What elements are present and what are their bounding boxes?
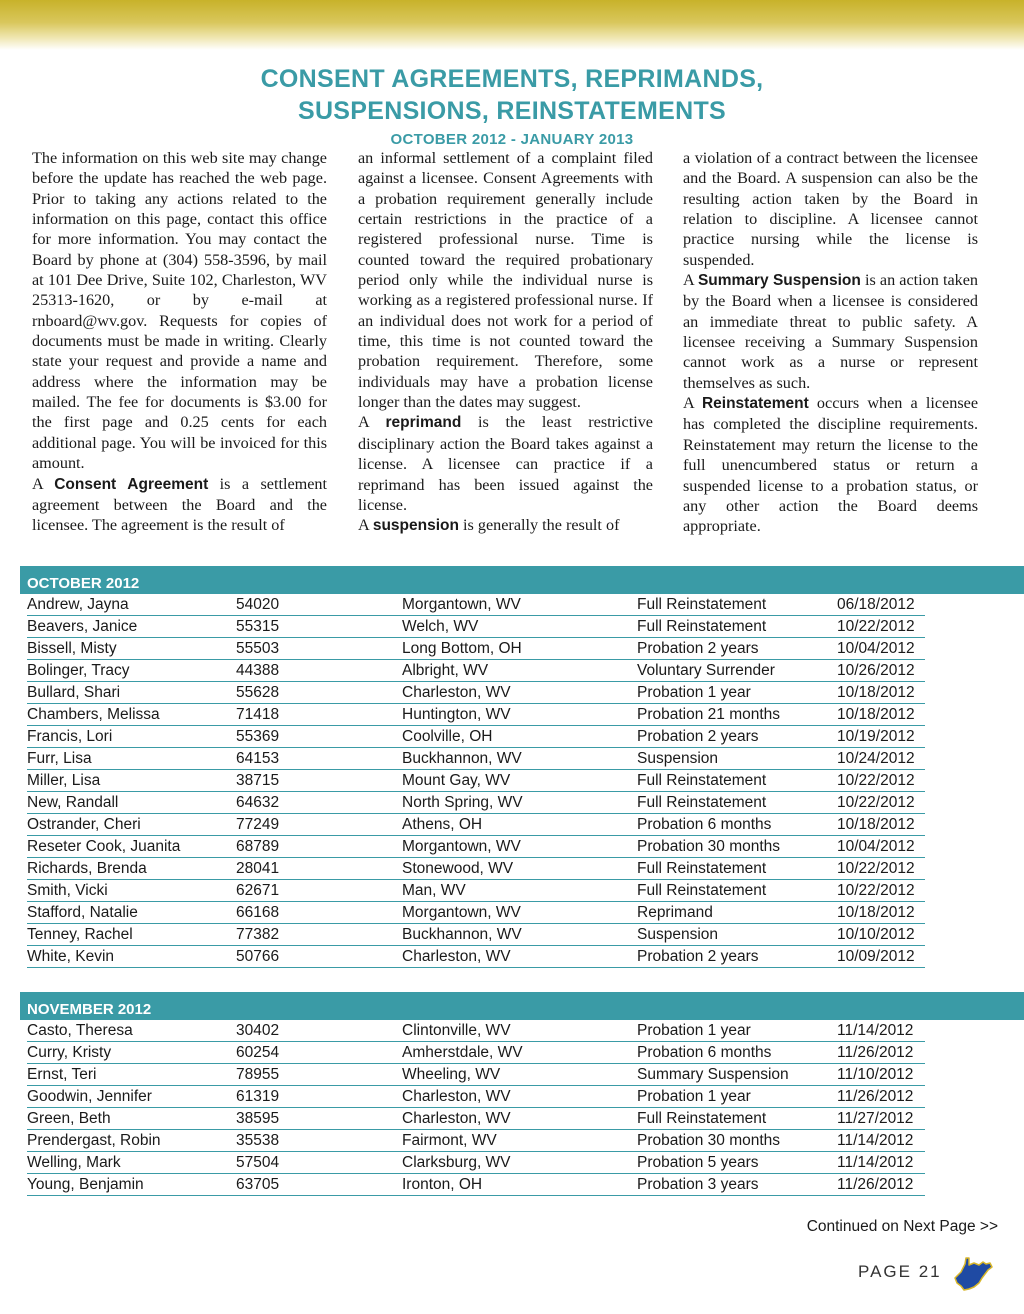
action-date: 10/04/2012 bbox=[837, 838, 915, 855]
licensee-name: Casto, Theresa bbox=[27, 1022, 133, 1039]
license-number: 61319 bbox=[236, 1088, 280, 1105]
page-title-line-1: CONSENT AGREEMENTS, REPRIMANDS, bbox=[260, 65, 764, 93]
table-row bbox=[27, 660, 925, 682]
action-date: 10/18/2012 bbox=[837, 706, 915, 723]
action-date: 11/14/2012 bbox=[837, 1132, 914, 1149]
november-table bbox=[27, 1020, 925, 1196]
table-row bbox=[27, 704, 925, 726]
board-action: Probation 2 years bbox=[637, 728, 759, 745]
suspension-paragraph: A suspension is generally the result of bbox=[358, 516, 620, 535]
action-date: 10/09/2012 bbox=[837, 948, 915, 965]
licensee-name: Goodwin, Jennifer bbox=[27, 1088, 152, 1105]
board-action: Full Reinstatement bbox=[637, 596, 767, 613]
board-action: Probation 21 months bbox=[637, 706, 781, 723]
license-number: 55315 bbox=[236, 618, 280, 635]
board-action: Full Reinstatement bbox=[637, 882, 767, 899]
license-number: 60254 bbox=[236, 1044, 280, 1061]
licensee-name: Ernst, Teri bbox=[27, 1066, 97, 1083]
page-title-line-2: SUSPENSIONS, REINSTATEMENTS bbox=[297, 97, 727, 125]
board-action: Probation 6 months bbox=[637, 816, 772, 833]
license-number: 38595 bbox=[236, 1110, 280, 1127]
table-row bbox=[27, 858, 925, 880]
table-row bbox=[27, 1108, 925, 1130]
action-date: 10/19/2012 bbox=[837, 728, 915, 745]
license-number: 64153 bbox=[236, 750, 280, 767]
licensee-location: Amherstdale, WV bbox=[402, 1044, 523, 1061]
licensee-location: Charleston, WV bbox=[402, 948, 511, 965]
licensee-location: Stonewood, WV bbox=[402, 860, 514, 877]
board-action: Full Reinstatement bbox=[637, 618, 767, 635]
table-row bbox=[27, 880, 925, 902]
reinstatement-term: Reinstatement bbox=[701, 395, 809, 413]
table-row bbox=[27, 1086, 925, 1108]
licensee-location: Charleston, WV bbox=[402, 1088, 511, 1105]
licensee-location: Charleston, WV bbox=[402, 1110, 511, 1127]
month-header-november: NOVEMBER 2012 bbox=[20, 992, 1024, 1020]
board-action: Probation 6 months bbox=[637, 1044, 772, 1061]
table-row bbox=[27, 594, 925, 616]
licensee-name: Welling, Mark bbox=[27, 1154, 121, 1171]
table-row bbox=[27, 902, 925, 924]
board-action: Suspension bbox=[637, 926, 719, 943]
action-date: 11/10/2012 bbox=[837, 1066, 914, 1083]
license-number: 57504 bbox=[236, 1154, 280, 1171]
licensee-location: Clintonville, WV bbox=[402, 1022, 511, 1039]
table-row bbox=[27, 1152, 925, 1174]
table-row bbox=[27, 1174, 925, 1196]
licensee-name: Ostrander, Cheri bbox=[27, 816, 141, 833]
consent-agreement-paragraph: A Consent Agreement is a settlement agreement between the Board and the licensee. The agreement is the result of bbox=[32, 474, 327, 535]
license-number: 54020 bbox=[236, 596, 280, 613]
licensee-name: Miller, Lisa bbox=[27, 772, 101, 789]
licensee-name: Reseter Cook, Juanita bbox=[27, 838, 181, 855]
table-row bbox=[27, 1042, 925, 1064]
consent-agreement-cont-paragraph: an informal settlement of a complaint filed against a licensee. Consent Agreements with a probation requirement generally include certain restrictions in the practice of a registered professional nurse. Time is counted toward the required probationary period only while the individual nurse is working as a registered professional nurse. If an individual does not work for a period of time, this time is not counted toward the probation requirement. Therefore, some individuals may have a probation license longer than the dates may suggest. bbox=[358, 149, 653, 412]
text-column-2 bbox=[358, 148, 653, 543]
board-action: Reprimand bbox=[637, 904, 713, 921]
table-row bbox=[27, 814, 925, 836]
action-date: 10/26/2012 bbox=[837, 662, 915, 679]
board-action: Full Reinstatement bbox=[637, 772, 767, 789]
table-row bbox=[27, 1130, 925, 1152]
board-action: Full Reinstatement bbox=[637, 1110, 767, 1127]
licensee-location: Fairmont, WV bbox=[402, 1132, 497, 1149]
licensee-location: Clarksburg, WV bbox=[402, 1154, 511, 1171]
licensee-name: White, Kevin bbox=[27, 948, 115, 965]
license-number: 55503 bbox=[236, 640, 280, 657]
reprimand-paragraph: A reprimand is the least restrictive disciplinary action the Board takes against a license. A licensee can practice if a reprimand has been issued against the license. bbox=[358, 413, 653, 514]
action-date: 06/18/2012 bbox=[837, 596, 915, 613]
board-action: Voluntary Surrender bbox=[637, 662, 775, 679]
licensee-location: Man, WV bbox=[402, 882, 466, 899]
board-action: Full Reinstatement bbox=[637, 794, 767, 811]
licensee-location: North Spring, WV bbox=[402, 794, 523, 811]
license-number: 55628 bbox=[236, 684, 280, 701]
licensee-name: Chambers, Melissa bbox=[27, 706, 160, 723]
licensee-location: Long Bottom, OH bbox=[402, 640, 522, 657]
license-number: 44388 bbox=[236, 662, 280, 679]
table-row bbox=[27, 836, 925, 858]
board-action: Probation 1 year bbox=[637, 1088, 751, 1105]
action-date: 10/10/2012 bbox=[837, 926, 915, 943]
action-date: 10/22/2012 bbox=[837, 772, 915, 789]
summary-suspension-term: Summary Suspension bbox=[697, 272, 861, 290]
reprimand-term: reprimand bbox=[385, 414, 462, 432]
licensee-name: Green, Beth bbox=[27, 1110, 111, 1127]
top-gold-band bbox=[0, 0, 1024, 50]
action-date: 10/18/2012 bbox=[837, 684, 915, 701]
board-action: Probation 1 year bbox=[637, 1022, 751, 1039]
table-row bbox=[27, 1064, 925, 1086]
licensee-location: Buckhannon, WV bbox=[402, 750, 522, 767]
table-row bbox=[27, 946, 925, 968]
page-number: PAGE 21 bbox=[858, 1262, 942, 1281]
action-date: 11/14/2012 bbox=[837, 1154, 914, 1171]
action-date: 10/22/2012 bbox=[837, 860, 915, 877]
licensee-name: Beavers, Janice bbox=[27, 618, 138, 635]
licensee-name: Richards, Brenda bbox=[27, 860, 147, 877]
action-date: 10/22/2012 bbox=[837, 794, 915, 811]
text-column-1 bbox=[32, 148, 327, 543]
licensee-name: Stafford, Natalie bbox=[27, 904, 138, 921]
licensee-location: Morgantown, WV bbox=[402, 596, 521, 613]
table-row bbox=[27, 792, 925, 814]
action-date: 10/04/2012 bbox=[837, 640, 915, 657]
licensee-name: Smith, Vicki bbox=[27, 882, 108, 899]
action-date: 11/27/2012 bbox=[837, 1110, 914, 1127]
licensee-name: Prendergast, Robin bbox=[27, 1132, 161, 1149]
action-date: 10/22/2012 bbox=[837, 618, 915, 635]
licensee-location: Welch, WV bbox=[402, 618, 479, 635]
text-column-3 bbox=[683, 148, 978, 543]
table-row bbox=[27, 726, 925, 748]
licensee-name: Bissell, Misty bbox=[27, 640, 117, 657]
board-action: Probation 3 years bbox=[637, 1176, 759, 1193]
board-action: Probation 5 years bbox=[637, 1154, 759, 1171]
action-date: 11/14/2012 bbox=[837, 1022, 914, 1039]
licensee-location: Huntington, WV bbox=[402, 706, 511, 723]
licensee-location: Charleston, WV bbox=[402, 684, 511, 701]
licensee-name: New, Randall bbox=[27, 794, 119, 811]
board-action: Probation 30 months bbox=[637, 838, 781, 855]
license-number: 64632 bbox=[236, 794, 280, 811]
license-number: 62671 bbox=[236, 882, 280, 899]
board-action: Probation 30 months bbox=[637, 1132, 781, 1149]
action-date: 11/26/2012 bbox=[837, 1044, 914, 1061]
table-row bbox=[27, 638, 925, 660]
licensee-name: Bolinger, Tracy bbox=[27, 662, 130, 679]
intro-paragraph: The information on this web site may change before the update has reached the web page. Prior to taking any actions related to the information on this page, contact this office for more information. You may contact the Board by phone at (304) 558-3596, by mail at 101 Dee Drive, Suite 102, Charleston, WV 25313-1620, or by e-mail at rnboard@wv.gov. Requests for copies of documents must be made in writing. Clearly state your request and provide a name and address where the information may be mailed. The fee for documents is $3.00 for the first page and 0.25 cents for each additional page. You will be invoiced for this amount. bbox=[32, 149, 327, 473]
license-number: 38715 bbox=[236, 772, 280, 789]
board-action: Full Reinstatement bbox=[637, 860, 767, 877]
license-number: 63705 bbox=[236, 1176, 280, 1193]
licensee-name: Francis, Lori bbox=[27, 728, 113, 745]
license-number: 35538 bbox=[236, 1132, 280, 1149]
board-action: Probation 1 year bbox=[637, 684, 751, 701]
licensee-location: Mount Gay, WV bbox=[402, 772, 511, 789]
licensee-location: Wheeling, WV bbox=[402, 1066, 501, 1083]
table-row bbox=[27, 924, 925, 946]
table-row bbox=[27, 770, 925, 792]
licensee-location: Athens, OH bbox=[402, 816, 483, 833]
reinstatement-paragraph: A Reinstatement occurs when a licensee has completed the discipline requirements. Reinstatement may return the license to the full unencumbered status or return a suspended license to a probation status, or any other action the Board deems appropriate. bbox=[683, 394, 978, 536]
action-date: 11/26/2012 bbox=[837, 1088, 914, 1105]
action-date: 10/18/2012 bbox=[837, 904, 915, 921]
page-subtitle: OCTOBER 2012 - JANUARY 2013 bbox=[390, 131, 634, 148]
license-number: 77382 bbox=[236, 926, 280, 943]
action-date: 10/22/2012 bbox=[837, 882, 915, 899]
licensee-name: Curry, Kristy bbox=[27, 1044, 112, 1061]
table-row bbox=[27, 1020, 925, 1042]
suspension-cont-paragraph: a violation of a contract between the licensee and the Board. A suspension can also be the resulting action taken by the Board in relation to discipline. A licensee cannot practice nursing while the license is suspended. bbox=[683, 149, 978, 269]
table-row bbox=[27, 682, 925, 704]
board-action: Probation 2 years bbox=[637, 640, 759, 657]
license-number: 30402 bbox=[236, 1022, 280, 1039]
licensee-location: Coolville, OH bbox=[402, 728, 493, 745]
summary-suspension-paragraph: A Summary Suspension is an action taken by the Board when a licensee is considered an immediate threat to public safety. A licensee receiving a Summary Suspension cannot work as a nurse or represent themselves as such. bbox=[683, 271, 979, 392]
licensee-location: Buckhannon, WV bbox=[402, 926, 522, 943]
suspension-term: suspension bbox=[372, 517, 459, 535]
continued-next-page-link[interactable]: Continued on Next Page >> bbox=[806, 1218, 998, 1235]
licensee-location: Morgantown, WV bbox=[402, 904, 521, 921]
licensee-name: Furr, Lisa bbox=[27, 750, 92, 767]
consent-agreement-term: Consent Agreement bbox=[54, 475, 209, 493]
license-number: 68789 bbox=[236, 838, 280, 855]
license-number: 66168 bbox=[236, 904, 280, 921]
licensee-location: Ironton, OH bbox=[402, 1176, 483, 1193]
license-number: 77249 bbox=[236, 816, 280, 833]
licensee-name: Bullard, Shari bbox=[27, 684, 121, 701]
licensee-name: Tenney, Rachel bbox=[27, 926, 133, 943]
table-row bbox=[27, 748, 925, 770]
october-table bbox=[27, 594, 925, 968]
licensee-location: Albright, WV bbox=[402, 662, 489, 679]
west-virginia-map-icon bbox=[952, 1256, 996, 1292]
license-number: 71418 bbox=[236, 706, 280, 723]
license-number: 50766 bbox=[236, 948, 280, 965]
license-number: 55369 bbox=[236, 728, 280, 745]
month-header-october: OCTOBER 2012 bbox=[20, 566, 1024, 594]
action-date: 10/18/2012 bbox=[837, 816, 915, 833]
action-date: 11/26/2012 bbox=[837, 1176, 914, 1193]
board-action: Suspension bbox=[637, 750, 719, 767]
licensee-name: Andrew, Jayna bbox=[27, 596, 129, 613]
license-number: 28041 bbox=[236, 860, 280, 877]
board-action: Probation 2 years bbox=[637, 948, 759, 965]
board-action: Summary Suspension bbox=[637, 1066, 789, 1083]
license-number: 78955 bbox=[236, 1066, 280, 1083]
licensee-location: Morgantown, WV bbox=[402, 838, 521, 855]
licensee-name: Young, Benjamin bbox=[27, 1176, 144, 1193]
action-date: 10/24/2012 bbox=[837, 750, 915, 767]
table-row bbox=[27, 616, 925, 638]
